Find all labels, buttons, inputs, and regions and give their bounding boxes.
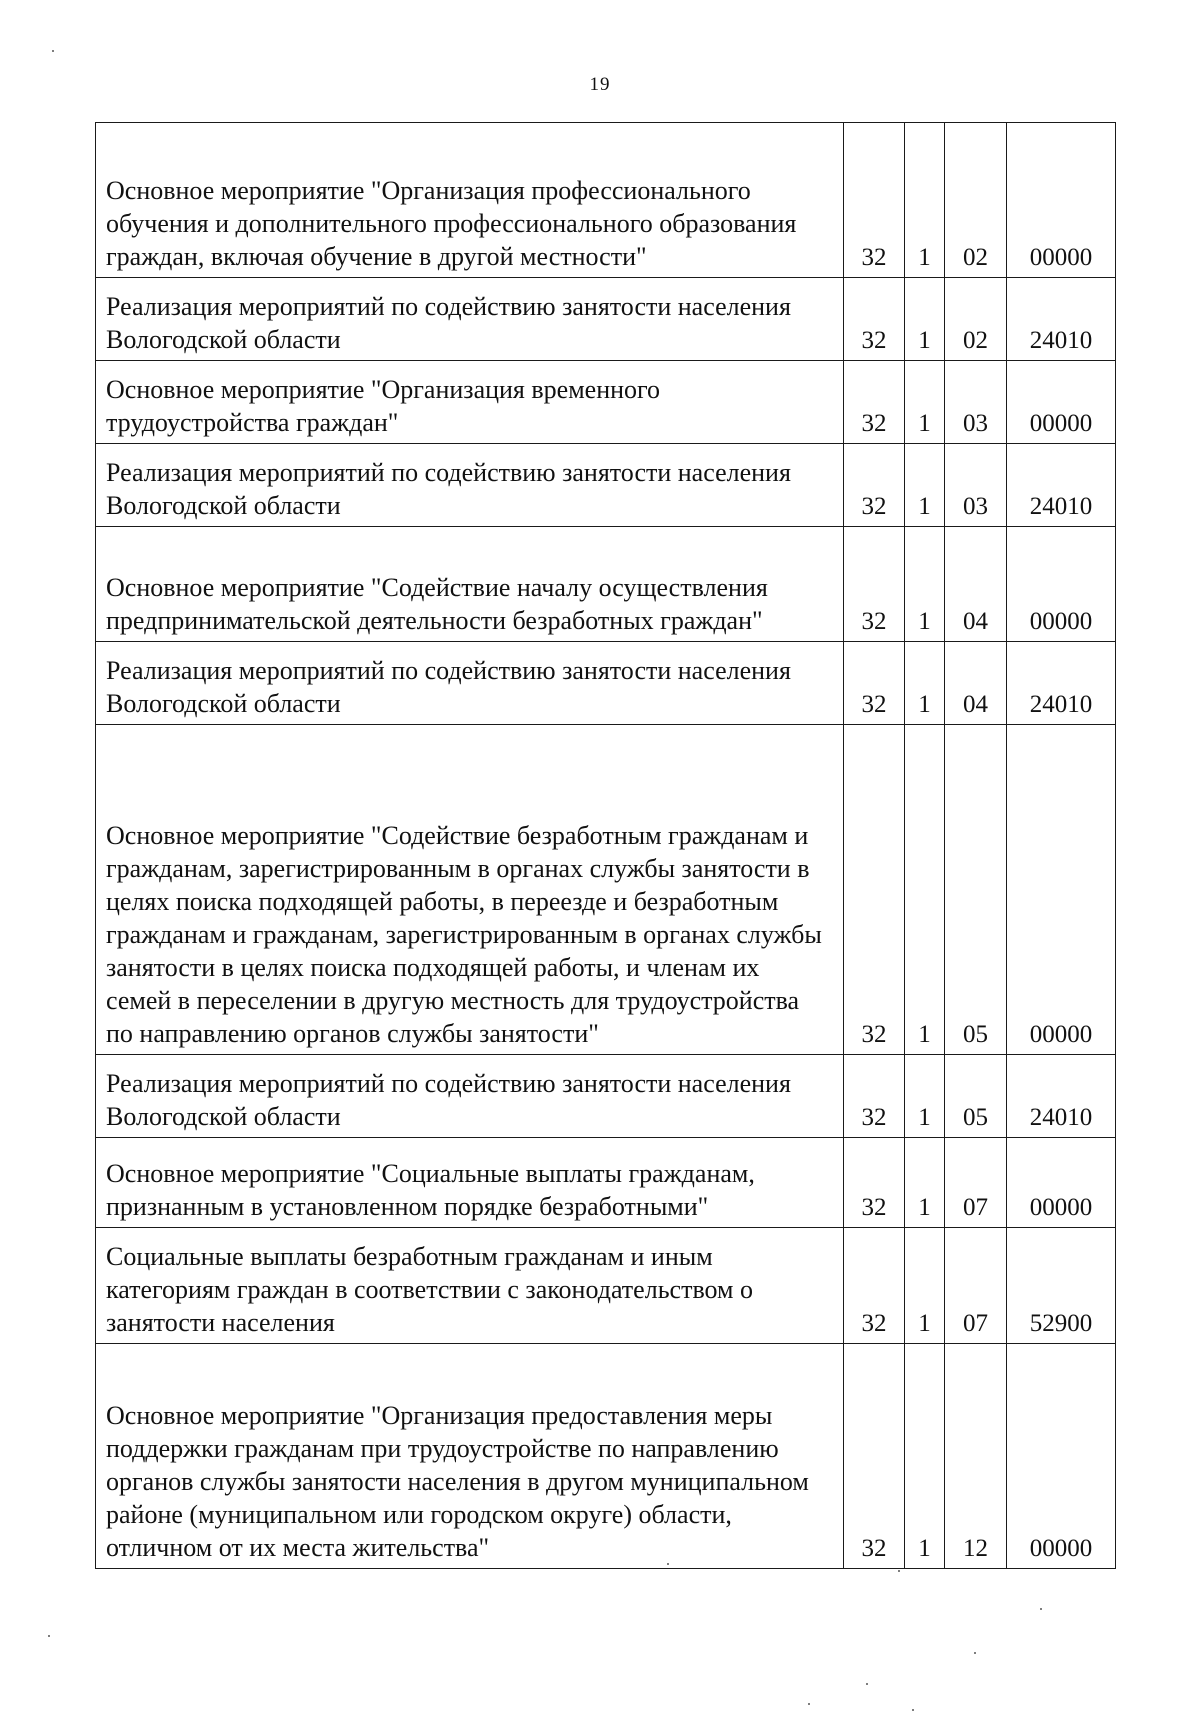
row-description: Основное мероприятие "Организация временного трудоустройства граждан" — [96, 361, 844, 444]
direction-code: 24010 — [1007, 642, 1116, 725]
direction-code: 00000 — [1007, 361, 1116, 444]
program-code: 32 — [844, 1055, 905, 1138]
table-row — [96, 444, 1116, 527]
scan-speck — [912, 1709, 914, 1711]
scan-speck — [974, 1652, 976, 1654]
subprogram-code: 1 — [905, 1055, 945, 1138]
subprogram-code: 1 — [905, 361, 945, 444]
row-description: Основное мероприятие "Содействие началу осуществления предпринимательской деятельности безработных граждан" — [96, 527, 844, 642]
event-code: 02 — [945, 123, 1007, 278]
subprogram-code: 1 — [905, 1344, 945, 1569]
program-code: 32 — [844, 278, 905, 361]
page-number: 19 — [589, 74, 611, 95]
program-code: 32 — [844, 527, 905, 642]
event-code: 04 — [945, 527, 1007, 642]
row-description: Основное мероприятие "Социальные выплаты гражданам, признанным в установленном порядке безработными" — [96, 1138, 844, 1228]
table-row — [96, 642, 1116, 725]
subprogram-code: 1 — [905, 123, 945, 278]
table-row — [96, 123, 1116, 278]
event-code: 02 — [945, 278, 1007, 361]
direction-code: 00000 — [1007, 123, 1116, 278]
table-row — [96, 361, 1116, 444]
program-code: 32 — [844, 1228, 905, 1344]
row-description: Основное мероприятие "Организация профессионального обучения и дополнительного профессионального образования граждан, включая обучение в другой местности" — [96, 123, 844, 278]
scan-speck — [48, 1635, 50, 1637]
program-code: 32 — [844, 725, 905, 1055]
event-code: 05 — [945, 725, 1007, 1055]
scan-speck — [1040, 1608, 1042, 1610]
subprogram-code: 1 — [905, 1138, 945, 1228]
direction-code: 00000 — [1007, 527, 1116, 642]
table-row — [96, 527, 1116, 642]
subprogram-code: 1 — [905, 725, 945, 1055]
table-row — [96, 1344, 1116, 1569]
row-description: Реализация мероприятий по содействию занятости населения Вологодской области — [96, 1055, 844, 1138]
table-row — [96, 1228, 1116, 1344]
direction-code: 52900 — [1007, 1228, 1116, 1344]
table-row — [96, 278, 1116, 361]
budget-classification-table — [95, 122, 1116, 1569]
event-code: 12 — [945, 1344, 1007, 1569]
direction-code: 24010 — [1007, 1055, 1116, 1138]
program-code: 32 — [844, 361, 905, 444]
table-row — [96, 1138, 1116, 1228]
row-description: Социальные выплаты безработным гражданам и иным категориям граждан в соответствии с законодательством о занятости населения — [96, 1228, 844, 1344]
subprogram-code: 1 — [905, 527, 945, 642]
row-description: Основное мероприятие "Организация предоставления меры поддержки гражданам при трудоустройстве по направлению органов службы занятости населения в другом муниципальном районе (муниципальном или городском округе) области, отличном от их места жительства" — [96, 1344, 844, 1569]
direction-code: 00000 — [1007, 1138, 1116, 1228]
table-row — [96, 1055, 1116, 1138]
table-row — [96, 725, 1116, 1055]
program-code: 32 — [844, 642, 905, 725]
direction-code: 00000 — [1007, 725, 1116, 1055]
subprogram-code: 1 — [905, 1228, 945, 1344]
row-description: Реализация мероприятий по содействию занятости населения Вологодской области — [96, 444, 844, 527]
scan-speck — [898, 1570, 900, 1572]
program-code: 32 — [844, 1138, 905, 1228]
event-code: 04 — [945, 642, 1007, 725]
scan-speck — [808, 1703, 810, 1705]
direction-code: 00000 — [1007, 1344, 1116, 1569]
direction-code: 24010 — [1007, 278, 1116, 361]
row-description: Основное мероприятие "Содействие безработным гражданам и гражданам, зарегистрированным в органах службы занятости в целях поиска подходящей работы, в переезде и безработным гражданам и гражданам, зарегистрированным в органах службы занятости в целях поиска подходящей работы, и членам их семей в переселении в другую местность для трудоустройства по направлению органов службы занятости" — [96, 725, 844, 1055]
scan-speck — [52, 50, 54, 52]
scan-speck — [667, 1563, 669, 1565]
subprogram-code: 1 — [905, 444, 945, 527]
direction-code: 24010 — [1007, 444, 1116, 527]
event-code: 07 — [945, 1228, 1007, 1344]
scan-speck — [866, 1683, 868, 1685]
event-code: 03 — [945, 444, 1007, 527]
program-code: 32 — [844, 123, 905, 278]
event-code: 07 — [945, 1138, 1007, 1228]
event-code: 05 — [945, 1055, 1007, 1138]
event-code: 03 — [945, 361, 1007, 444]
subprogram-code: 1 — [905, 278, 945, 361]
row-description: Реализация мероприятий по содействию занятости населения Вологодской области — [96, 278, 844, 361]
program-code: 32 — [844, 444, 905, 527]
row-description: Реализация мероприятий по содействию занятости населения Вологодской области — [96, 642, 844, 725]
subprogram-code: 1 — [905, 642, 945, 725]
program-code: 32 — [844, 1344, 905, 1569]
